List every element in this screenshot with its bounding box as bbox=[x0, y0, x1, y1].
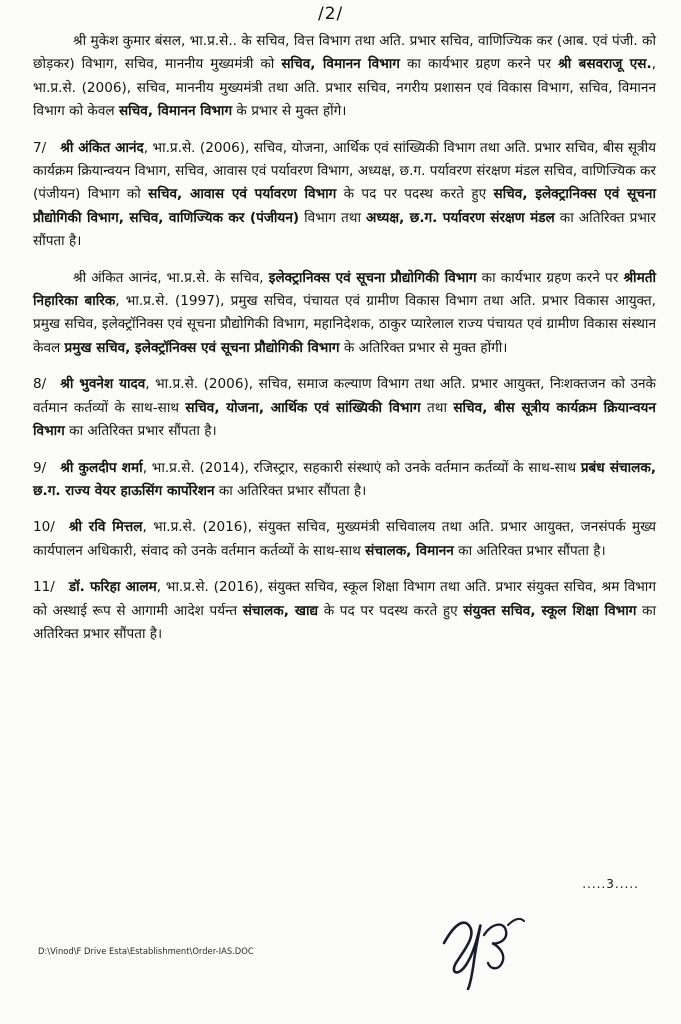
bold-text: इलेक्ट्रानिक्स एवं सूचना प्रौद्योगिकी विभाग bbox=[268, 269, 477, 286]
file-path: D:\Vinod\F Drive Esta\Establishment\Order-IAS.DOC bbox=[38, 946, 254, 956]
continuation-marker: .....3..... bbox=[582, 877, 639, 891]
text-segment: , भा.प्र.से. (1997), प्रमुख सचिव, पंचायत एवं ग्रामीण विकास विभाग तथा अति. प्रभार विकास आयुक्त, प्रमुख सचिव, इलेक्ट्रॉनिक्स एवं सूचना प्रौद्योगिकी विभाग, महानिदेशक, ठाकुर प्यारेलाल राज्य पंचायत एवं ग्रामीण विकास संस्थान केवल bbox=[33, 293, 656, 356]
bold-text: श्री भुवनेश यादव bbox=[60, 376, 146, 393]
bold-text: सचिव, योजना, आर्थिक एवं सांख्यिकी विभाग bbox=[185, 399, 421, 416]
bold-text: संयुक्त सचिव, स्कूल शिक्षा विभाग bbox=[463, 602, 637, 619]
bold-text: सचिव, आवास एवं पर्यावरण विभाग bbox=[148, 186, 337, 203]
paragraph bbox=[33, 516, 656, 563]
paragraph-number: 10/ bbox=[33, 519, 55, 536]
bold-text: सचिव, विमानन विभाग bbox=[118, 103, 233, 120]
text-segment: का अतिरिक्त प्रभार सौंपता है। bbox=[453, 542, 606, 559]
paragraph bbox=[33, 373, 656, 443]
text-segment: , भा.प्र.से. (2014), रजिस्ट्रार, सहकारी संस्थाएं को उनके वर्तमान कर्तव्यों के साथ-साथ bbox=[142, 459, 581, 476]
text-segment: के पद पर पदस्थ करते हुए bbox=[318, 602, 464, 619]
bold-text: श्री अंकित आनंद bbox=[60, 139, 144, 156]
text-segment: तथा bbox=[420, 399, 454, 416]
document-body bbox=[33, 30, 656, 659]
bold-text: संचालक, विमानन bbox=[365, 542, 454, 559]
bold-text: संचालक, खाद्य bbox=[242, 602, 319, 619]
bold-text: प्रबंध संचालक, छ.ग. राज्य वेयर हाऊसिंग कार्पोरेशन bbox=[33, 459, 656, 499]
text-segment: के अतिरिक्त प्रभार से मुक्त होंगी। bbox=[339, 339, 508, 356]
text-segment: का अतिरिक्त प्रभार सौंपता है। bbox=[33, 602, 656, 642]
text-segment: का कार्यभार ग्रहण करने पर bbox=[399, 56, 559, 73]
text-segment: का अतिरिक्त प्रभार सौंपता है। bbox=[33, 209, 656, 250]
paragraph bbox=[33, 576, 656, 646]
page-number: /2/ bbox=[318, 4, 344, 24]
bold-text: डॉ. फरिहा आलम bbox=[68, 579, 157, 596]
text-segment: , भा.प्र.से. (2006), सचिव, समाज कल्याण विभाग तथा अति. प्रभार आयुक्त, निःशक्तजन को उनके वर्तमान कर्तव्यों के साथ-साथ bbox=[33, 376, 656, 416]
paragraph bbox=[33, 137, 656, 254]
bold-text: श्री बसवराजू एस. bbox=[558, 56, 652, 73]
paragraph bbox=[33, 457, 656, 504]
text-segment: , भा.प्र.से. (2016), संयुक्त सचिव, स्कूल शिक्षा विभाग तथा अति. प्रभार संयुक्त सचिव, श्रम विभाग को अस्थाई रूप से आगामी आदेश पर्यन्त bbox=[33, 579, 656, 619]
bold-text: श्री रवि मित्तल bbox=[68, 519, 143, 536]
text-segment: , भा.प्र.से. (2006), सचिव, माननीय मुख्यमंत्री तथा अति. प्रभार सचिव, नगरीय प्रशासन एवं विकास विभाग, सचिव, विमानन विभाग को केवल bbox=[33, 56, 656, 120]
text-segment: श्री अंकित आनंद, भा.प्र.से. के सचिव, bbox=[73, 269, 269, 286]
text-segment: , भा.प्र.से. (2016), संयुक्त सचिव, मुख्यमंत्री सचिवालय तथा अति. प्रभार आयुक्त, जनसंपर्क मुख्य कार्यपालन अधिकारी, संवाद को उनके वर्तमान कर्तव्यों के साथ-साथ bbox=[33, 519, 656, 559]
paragraph-number: 9/ bbox=[33, 459, 47, 476]
text-segment: श्री मुकेश कुमार बंसल, भा.प्र.से.. के सचिव, वित्त विभाग तथा अति. प्रभार सचिव, वाणिज्यिक कर (आब. एवं पंजी. को छोड़कर) विभाग, सचिव, माननीय मुख्यमंत्री को bbox=[33, 33, 657, 73]
signature-image bbox=[440, 905, 550, 990]
paragraph-number: 11/ bbox=[33, 579, 55, 596]
paragraph bbox=[33, 30, 656, 124]
bold-text: अध्यक्ष, छ.ग. पर्यावरण संरक्षण मंडल bbox=[366, 209, 555, 226]
paragraph-number: 8/ bbox=[33, 376, 47, 393]
bold-text: श्रीमती निहारिका बारिक bbox=[33, 269, 656, 310]
bold-text: सचिव, इलेक्ट्रानिक्स एवं सूचना प्रौद्योगिकी विभाग, सचिव, वाणिज्यिक कर (पंजीयन) bbox=[33, 186, 656, 226]
bold-text: सचिव, बीस सूत्रीय कार्यक्रम क्रियान्वयन विभाग bbox=[33, 399, 656, 440]
bold-text: प्रमुख सचिव, इलेक्ट्रॉनिक्स एवं सूचना प्रौद्योगिकी विभाग bbox=[64, 339, 340, 356]
text-segment: का अतिरिक्त प्रभार सौंपता है। bbox=[64, 423, 217, 440]
text-segment: का कार्यभार ग्रहण करने पर bbox=[476, 269, 624, 286]
text-segment: के पद पर पदस्थ करते हुए bbox=[336, 186, 494, 203]
text-segment: , भा.प्र.से. (2006), सचिव, योजना, आर्थिक एवं सांख्यिकी विभाग तथा अति. प्रभार सचिव, बीस सूत्रीय कार्यक्रम क्रियान्वयन विभाग, सचिव, आवास एवं पर्यावरण विभाग, अध्यक्ष, छ.ग. पर्यावरण संरक्षण मंडल सचिव, वाणिज्यिक कर (पंजीयन) विभाग को bbox=[33, 139, 656, 203]
bold-text: सचिव, विमानन विभाग bbox=[281, 56, 400, 73]
bold-text: श्री कुलदीप शर्मा bbox=[60, 459, 143, 476]
text-segment: के प्रभार से मुक्त होंगे। bbox=[232, 103, 347, 120]
text-segment: विभाग तथा bbox=[299, 209, 367, 226]
paragraph-number: 7/ bbox=[33, 139, 47, 156]
text-segment: का अतिरिक्त प्रभार सौंपता है। bbox=[214, 482, 367, 499]
paragraph bbox=[33, 267, 656, 361]
